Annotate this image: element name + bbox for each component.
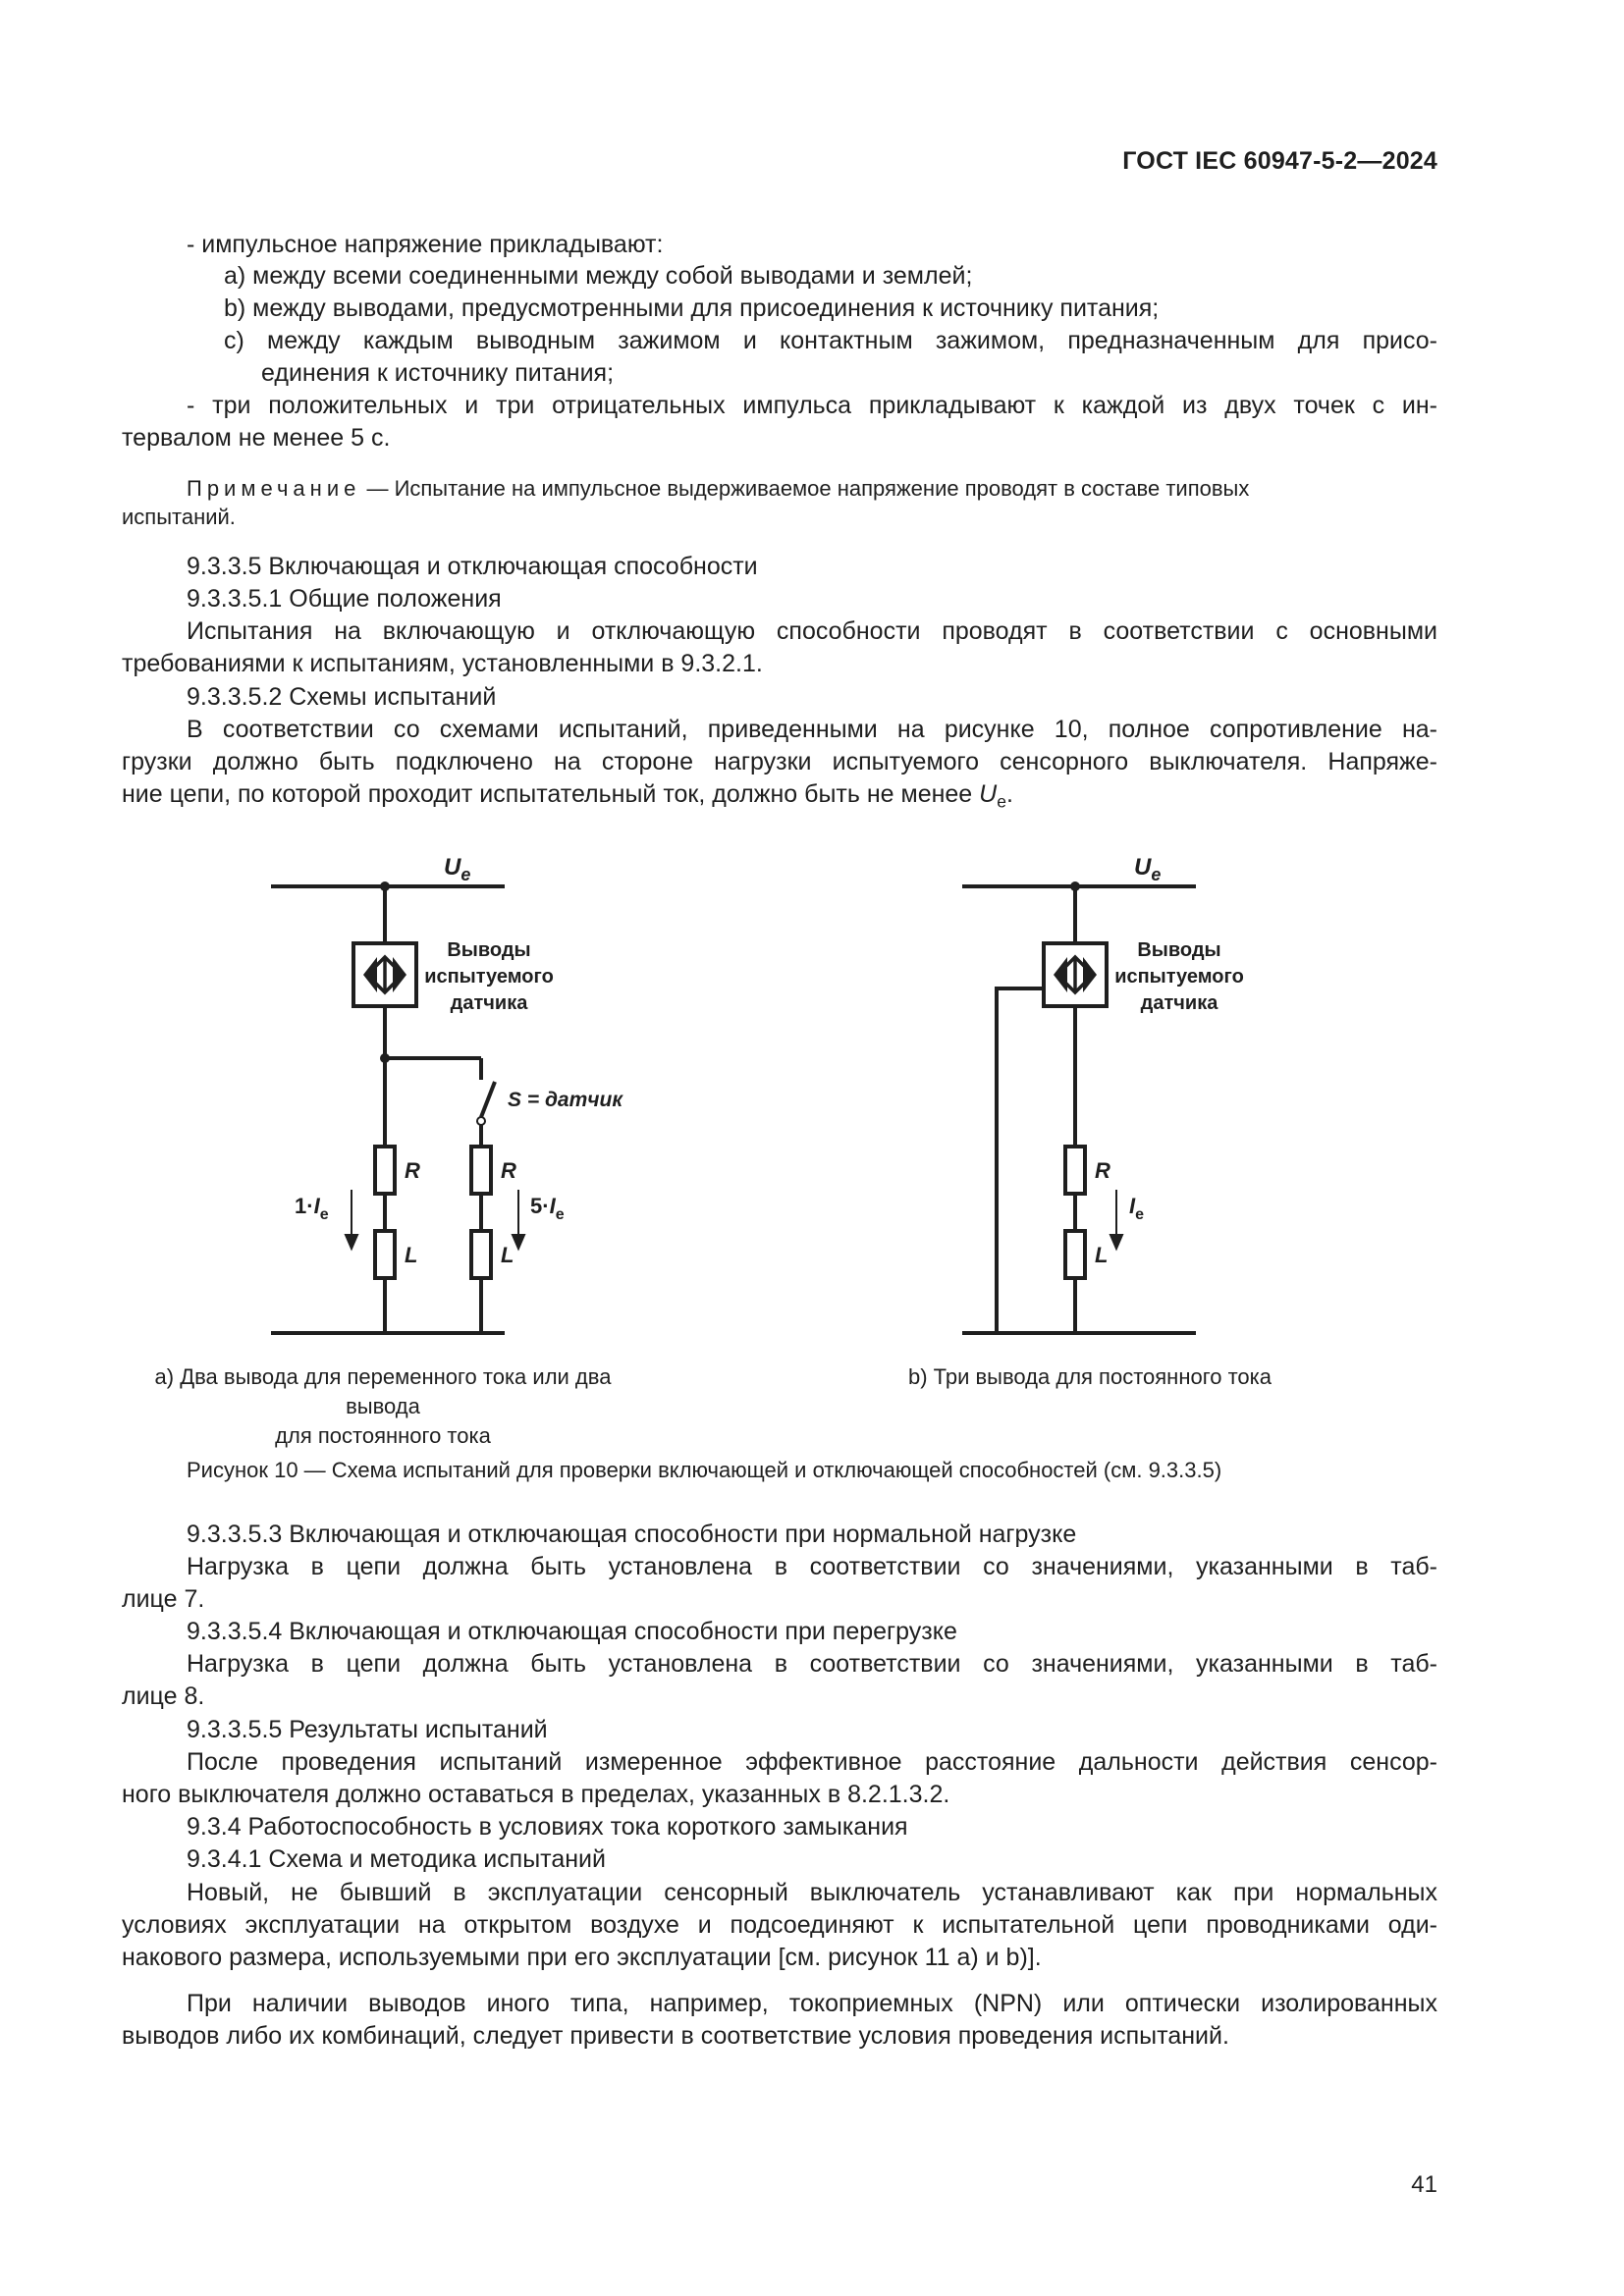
figure-title: Рисунок 10 — Схема испытаний для проверки включающей и отключающей способностей (см. 9.3.3.5)	[187, 1458, 1222, 1482]
page-number: 41	[1411, 2171, 1437, 2198]
section-9-3-3-5-5: 9.3.3.5.5 Результаты испытаний	[187, 1716, 548, 1743]
list-item-d-line1: - три положительных и три отрицательных импульса прикладывают к каждой из двух точек с ин-	[187, 392, 1437, 419]
list-item-d-line2: тервалом не менее 5 с.	[122, 424, 391, 452]
sensor-label-a-line1: Выводы	[447, 939, 531, 961]
junction-dot	[380, 881, 390, 891]
para-method-line1: Новый, не бывший в эксплуатации сенсорный выключатель устанавливают как при нормальных	[187, 1879, 1437, 1906]
list-item-c-line2: единения к источнику питания;	[261, 359, 615, 387]
section-9-3-4-1: 9.3.4.1 Схема и методика испытаний	[187, 1845, 606, 1873]
supply-voltage-label-a: $U_e$	[444, 854, 471, 884]
current-arrow-icon	[1110, 1235, 1122, 1249]
sensor-label-a-line2: испытуемого	[424, 966, 554, 988]
caption-b: b) Три вывода для постоянного тока	[907, 1364, 1272, 1389]
section-9-3-3-5-4: 9.3.3.5.4 Включающая и отключающая способности при перегрузке	[187, 1618, 957, 1645]
junction-dot	[380, 1053, 390, 1063]
switch-label: S = датчик	[508, 1089, 623, 1111]
list-item-a: а) между всеми соединенными между собой выводами и землей;	[224, 262, 973, 290]
para-general-line1: Испытания на включающую и отключающую способности проводят в соответствии с основными	[187, 617, 1437, 645]
inductor-label: L	[405, 1243, 418, 1267]
caption-a	[128, 1362, 638, 1451]
section-9-3-3-5-3: 9.3.3.5.3 Включающая и отключающая способности при нормальной нагрузке	[187, 1521, 1077, 1548]
ue-subscript: e	[997, 791, 1006, 812]
sensor-symbol-icon	[1054, 957, 1067, 992]
inductor-a1	[375, 1231, 395, 1278]
section-9-3-3-5-2: 9.3.3.5.2 Схемы испытаний	[187, 683, 497, 711]
resistor-b	[1065, 1147, 1085, 1194]
para-normal-load-line2: лице 7.	[122, 1585, 205, 1613]
sensor-label-b-line2: испытуемого	[1114, 966, 1244, 988]
para-overload-line2: лице 8.	[122, 1682, 205, 1710]
para-schemes-end: .	[1005, 780, 1013, 808]
para-normal-load-line1: Нагрузка в цепи должна быть установлена в соответствии со значениями, указанными в таб-	[187, 1553, 1437, 1580]
switch-contact-a	[477, 1117, 485, 1125]
document-header: ГОСТ IEC 60947-5-2—2024	[1122, 147, 1437, 175]
third-terminal-wire-b	[997, 988, 1044, 1333]
resistor-a1	[375, 1147, 395, 1194]
para-schemes-text: ние цепи, по которой проходит испытательный ток, должно быть не менее	[122, 780, 980, 808]
current-arrow-icon	[346, 1235, 357, 1249]
sensor-symbol-icon	[1083, 957, 1097, 992]
inductor-label: L	[1095, 1243, 1109, 1267]
note-label: Примечание	[187, 476, 361, 501]
resistor-a2	[471, 1147, 491, 1194]
para-overload-line1: Нагрузка в цепи должна быть установлена в соответствии со значениями, указанными в таб-	[187, 1650, 1437, 1678]
note-text: — Испытание на импульсное выдерживаемое напряжение проводят в составе типовых	[360, 476, 1250, 501]
para-schemes-line1: В соответствии со схемами испытаний, приведенными на рисунке 10, полное сопротивление на-	[187, 716, 1437, 743]
caption-a-line1: а) Два вывода для переменного тока или два вывода	[154, 1364, 612, 1418]
sensor-symbol-icon	[363, 957, 377, 992]
para-general-line2: требованиями к испытаниям, установленными в 9.3.2.1.	[122, 650, 763, 677]
section-9-3-4: 9.3.4 Работоспособность в условиях тока короткого замыкания	[187, 1813, 908, 1841]
supply-voltage-label-b: $U_e$	[1134, 854, 1162, 884]
inductor-b	[1065, 1231, 1085, 1278]
para-results-line2: ного выключателя должно оставаться в пределах, указанных в 8.2.1.3.2.	[122, 1781, 950, 1808]
resistor-label: R	[501, 1158, 516, 1183]
switch-blade-a	[481, 1082, 495, 1117]
resistor-label: R	[405, 1158, 420, 1183]
para-method-line2: условиях эксплуатации на открытом воздухе и подсоединяют к испытательной цепи проводниками оди-	[122, 1911, 1437, 1939]
sensor-symbol-icon	[393, 957, 406, 992]
list-item-b: b) между выводами, предусмотренными для присоединения к источнику питания;	[224, 294, 1160, 322]
section-9-3-3-5-1: 9.3.3.5.1 Общие положения	[187, 585, 502, 613]
resistor-label: R	[1095, 1158, 1110, 1183]
current-label-ie: $I_e$	[1129, 1194, 1145, 1223]
para-results-line1: После проведения испытаний измеренное эффективное расстояние дальности действия сенсор-	[187, 1748, 1437, 1776]
inductor-label: L	[501, 1243, 514, 1267]
section-9-3-3-5: 9.3.3.5 Включающая и отключающая способности	[187, 553, 758, 580]
list-item-c-line1: c) между каждым выводным зажимом и контактным зажимом, предназначенным для присо-	[224, 327, 1437, 354]
para-method-line3: накового размера, используемыми при его эксплуатации [см. рисунок 11 а) и b)].	[122, 1944, 1042, 1971]
para-outputs-line2: выводов либо их комбинаций, следует привести в соответствие условия проведения испытаний.	[122, 2022, 1229, 2050]
junction-dot	[1070, 881, 1080, 891]
current-label-1ie: $1\cdot I_e$	[295, 1194, 329, 1223]
current-arrow-icon	[513, 1235, 524, 1249]
note-line2: испытаний.	[122, 505, 236, 529]
inductor-a2	[471, 1231, 491, 1278]
para-outputs-line1: При наличии выводов иного типа, например, токоприемных (NPN) или оптически изолированных	[187, 1990, 1437, 2017]
sensor-label-b-line3: датчика	[1140, 992, 1218, 1014]
list-intro: - импульсное напряжение прикладывают:	[187, 231, 664, 258]
sensor-label-b-line1: Выводы	[1137, 939, 1221, 961]
para-schemes-line2: грузки должно быть подключено на стороне нагрузки испытуемого сенсорного выключателя. Напряже-	[122, 748, 1437, 775]
sensor-label-a-line3: датчика	[450, 992, 528, 1014]
current-label-5ie: $5\cdot I_e$	[530, 1194, 565, 1223]
caption-a-line2: для постоянного тока	[275, 1423, 491, 1448]
ue-symbol: U	[979, 780, 998, 808]
